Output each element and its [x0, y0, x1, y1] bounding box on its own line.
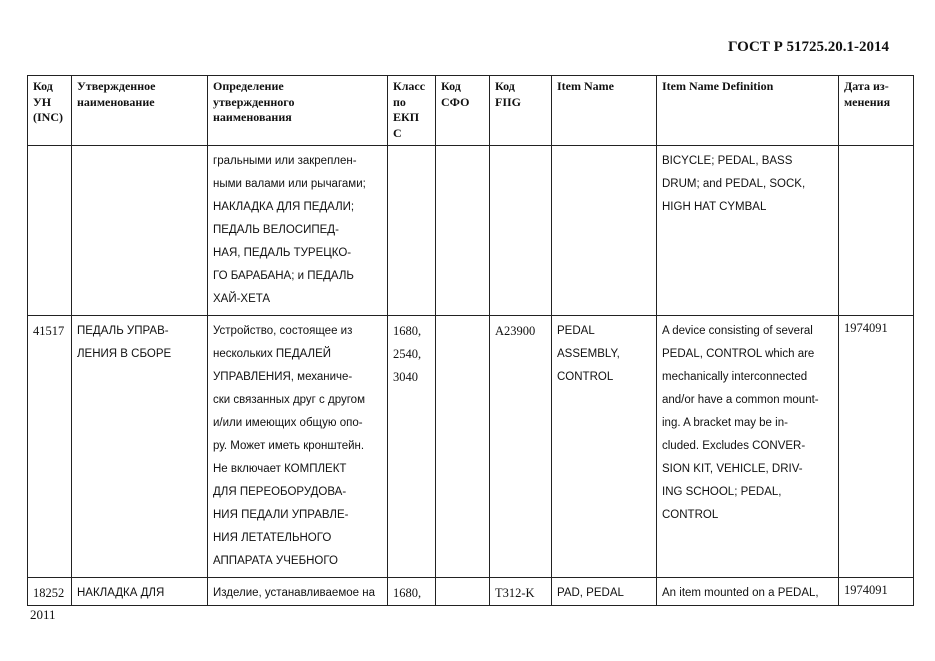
col-header-sfo: Код СФО: [436, 76, 490, 146]
table-row: [28, 316, 914, 578]
col-header-date: Дата из- менения: [839, 76, 914, 146]
table-row: [28, 578, 914, 606]
cell-fiig: A23900: [490, 316, 552, 578]
cell-definition: Изделие, устанавливаемое на: [208, 578, 388, 606]
cell-inc: 41517: [28, 316, 72, 578]
header-row: [28, 76, 914, 146]
col-header-item-name: Item Name: [552, 76, 657, 146]
cell-name: ПЕДАЛЬ УПРАВ- ЛЕНИЯ В СБОРЕ: [72, 316, 208, 578]
col-header-fiig: Код FIIG: [490, 76, 552, 146]
cell-date: 1974091: [839, 316, 914, 578]
cell-item-name: [552, 146, 657, 316]
cell-item-def: A device consisting of several PEDAL, CONTROL which are mechanically interconnected and/or have a common mount- ing. A bracket may be in- cluded. Excludes CONVER- SION KIT, VEHICLE, DRIV- ING SCHOOL; PEDAL, CONTROL: [657, 316, 839, 578]
cell-class: 1680, 2540, 3040: [388, 316, 436, 578]
cell-name: НАКЛАДКА ДЛЯ: [72, 578, 208, 606]
table-row: [28, 146, 914, 316]
cell-sfo: [436, 146, 490, 316]
col-header-name: Утвержденное наименование: [72, 76, 208, 146]
cell-class: [388, 146, 436, 316]
cell-item-def: An item mounted on a PEDAL,: [657, 578, 839, 606]
cell-name: [72, 146, 208, 316]
cell-definition: Устройство, состоящее из нескольких ПЕДАЛЕЙ УПРАВЛЕНИЯ, механиче- ски связанных друг с другом и/или имеющих общую опо- ру. Может иметь кронштейн. Не включает КОМПЛЕКТ ДЛЯ ПЕРЕОБОРУДОВА- НИЯ ПЕДАЛИ УПРАВЛЕ- НИЯ ЛЕТАТЕЛЬНОГО АППАРАТА УЧЕБНОГО: [208, 316, 388, 578]
cell-item-name: PAD, PEDAL: [552, 578, 657, 606]
cell-sfo: [436, 578, 490, 606]
cell-fiig: T312-K: [490, 578, 552, 606]
col-header-definition: Определение утвержденного наименования: [208, 76, 388, 146]
cell-inc: [28, 146, 72, 316]
cell-item-name: PEDAL ASSEMBLY, CONTROL: [552, 316, 657, 578]
col-header-inc: Код УН (INC): [28, 76, 72, 146]
cell-class: 1680,: [388, 578, 436, 606]
col-header-item-def: Item Name Definition: [657, 76, 839, 146]
cell-definition: гральными или закреплен- ными валами или рычагами; НАКЛАДКА ДЛЯ ПЕДАЛИ; ПЕДАЛЬ ВЕЛОСИПЕД- НАЯ, ПЕДАЛЬ ТУРЕЦКО- ГО БАРАБАНА; и ПЕДАЛЬ ХАЙ-ХЕТА: [208, 146, 388, 316]
cell-inc: 18252: [28, 578, 72, 606]
page-number: 2011: [30, 607, 56, 622]
cell-sfo: [436, 316, 490, 578]
cell-date: [839, 146, 914, 316]
document-header: ГОСТ Р 51725.20.1-2014: [727, 39, 889, 55]
cell-date: 1974091: [839, 578, 914, 606]
col-header-class: Класс по ЕКП С: [388, 76, 436, 146]
catalog-table: [27, 75, 914, 606]
cell-item-def: BICYCLE; PEDAL, BASS DRUM; and PEDAL, SOCK, HIGH HAT CYMBAL: [657, 146, 839, 316]
cell-fiig: [490, 146, 552, 316]
